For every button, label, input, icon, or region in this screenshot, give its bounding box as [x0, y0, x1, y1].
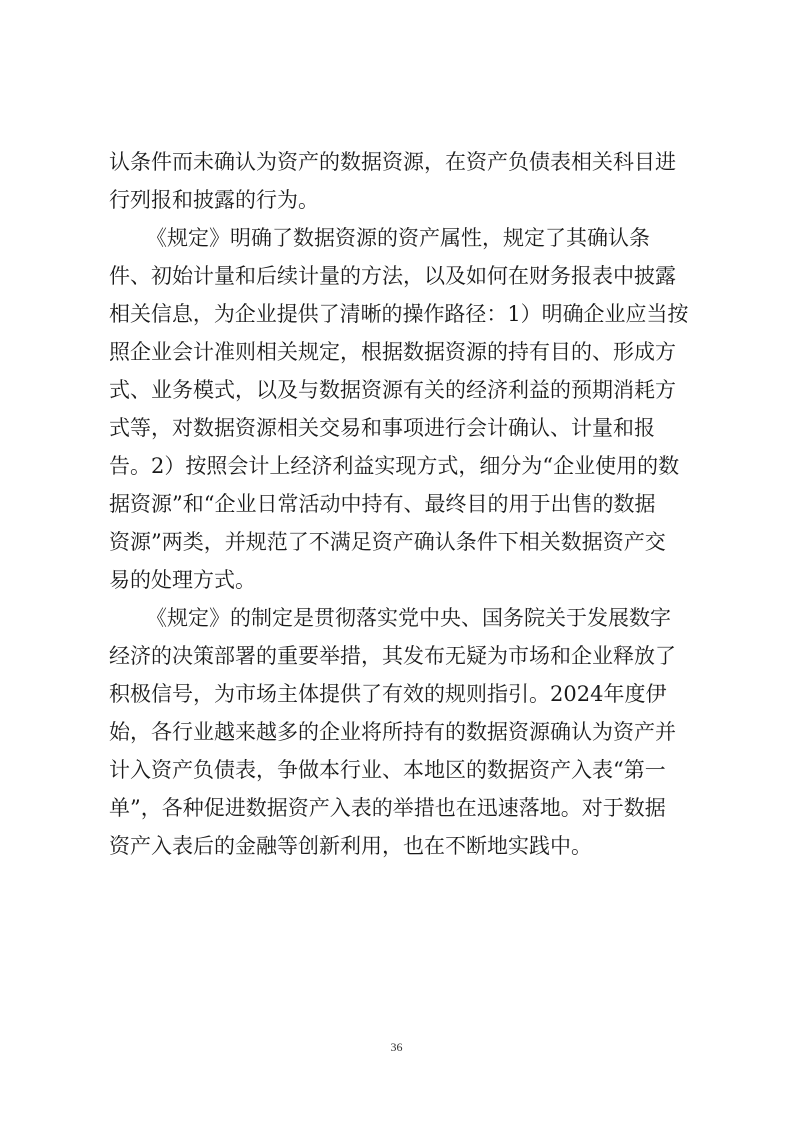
line-text: 照企业会计准则相关规定，根据数据资源的持有目的、形成方	[109, 340, 676, 364]
line-text: 认条件而未确认为资产的数据资源，在资产负债表相关科目进	[109, 150, 676, 174]
line-text: 计入资产负债表，争做本行业、本地区的数据资产入表“第一	[109, 758, 666, 782]
line-text: 相关信息，为企业提供了清晰的操作路径：1）明确企业应当按	[109, 302, 689, 326]
line-text: 告。2）按照会计上经济利益实现方式，细分为“企业使用的数	[109, 454, 680, 478]
line-text: 积极信号，为市场主体提供了有效的规则指引。2024年度伊	[109, 682, 667, 706]
line-text: 行列报和披露的行为。	[109, 188, 319, 212]
line-text: 式、业务模式，以及与数据资源有关的经济利益的预期消耗方	[109, 378, 676, 402]
line-text: 据资源”和“企业日常活动中持有、最终目的用于出售的数据	[109, 492, 656, 516]
line-text: 资产入表后的金融等创新利用，也在不断地实践中。	[109, 834, 592, 858]
line-text: 经济的决策部署的重要举措，其发布无疑为市场和企业释放了	[109, 644, 676, 668]
line-text: 始，各行业越来越多的企业将所持有的数据资源确认为资产并	[109, 720, 676, 744]
line-text: 单”，各种促进数据资产入表的举措也在迅速落地。对于数据	[109, 796, 666, 820]
line-text: 式等，对数据资源相关交易和事项进行会计确认、计量和报	[109, 416, 655, 440]
line-text: 易的处理方式。	[109, 568, 256, 592]
line-text: 件、初始计量和后续计量的方法，以及如何在财务报表中披露	[109, 264, 676, 288]
line-text: 《规定》明确了数据资源的资产属性，规定了其确认条	[146, 226, 650, 250]
page-number: 36	[390, 1040, 403, 1054]
line-text: 资源”两类，并规范了不满足资产确认条件下相关数据资产交	[109, 530, 666, 554]
line-text: 《规定》的制定是贯彻落实党中央、国务院关于发展数字	[146, 606, 671, 630]
